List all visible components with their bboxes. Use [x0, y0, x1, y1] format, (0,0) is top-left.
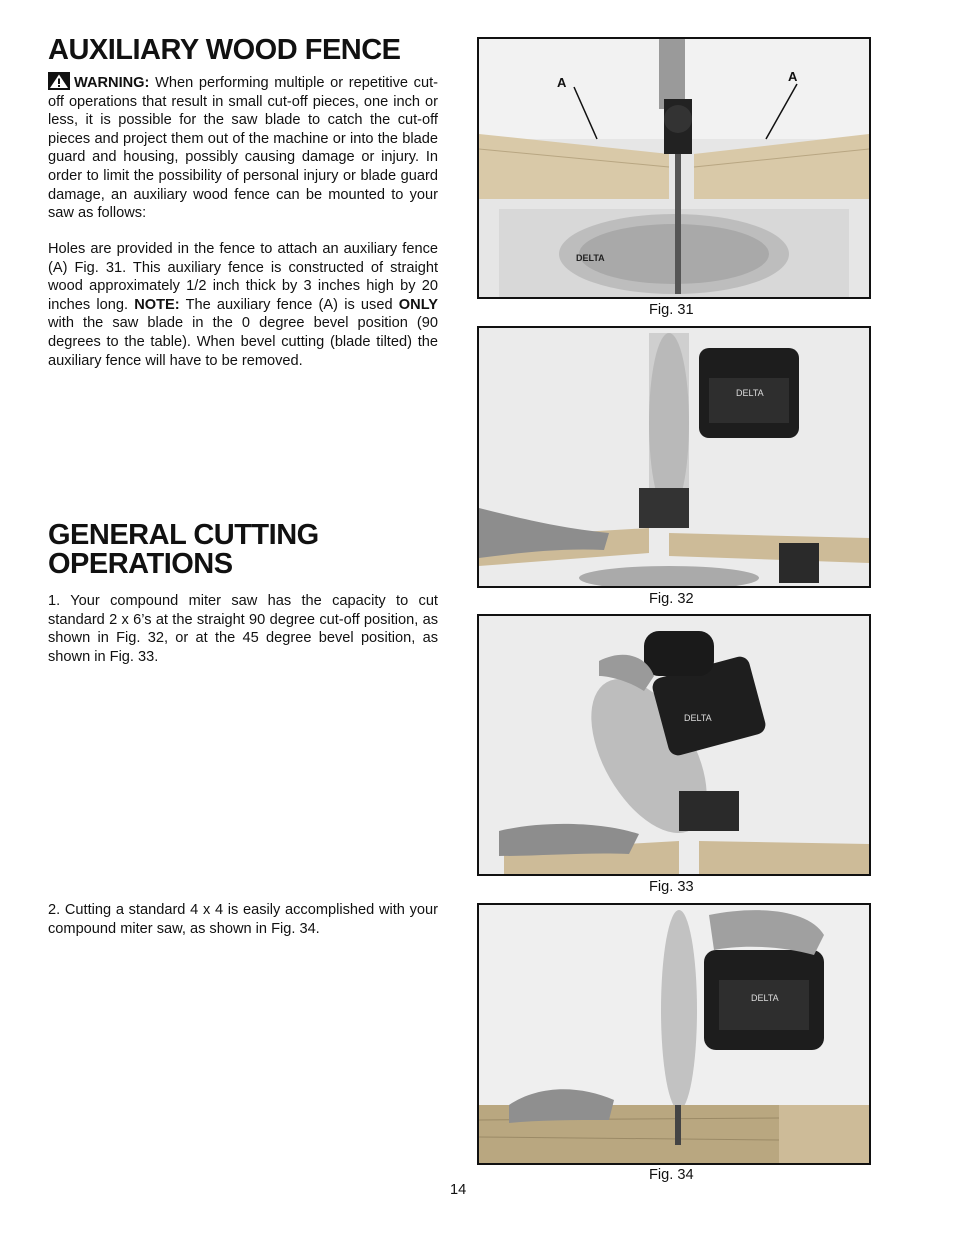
caption-fig-33: Fig. 33: [649, 879, 694, 895]
only-label: ONLY: [398, 296, 438, 313]
warning-text: When performing multiple or repetitive cut-off operations that result in small cut-off pieces, one inch or less, it is possible for the saw blade to catch the cut-off pieces and project them out of the machine or into the blade guard and housing, possibly causing damage or injury. In order to limit the possibility of personal injury or blade guard damage, an auxiliary wood fence can be mounted to your saw as follows:: [48, 75, 438, 222]
brand-logo-fig34: DELTA: [751, 993, 779, 1003]
page-number: 14: [450, 1182, 467, 1198]
list-item-2: 2. Cutting a standard 4 x 4 is easily accomplished with your compound miter saw, as shown in Fig. 34.: [48, 902, 438, 937]
callout-a-right: A: [788, 69, 798, 84]
section-title-auxiliary-wood-fence: AUXILIARY WOOD FENCE: [48, 34, 401, 66]
warning-triangle-icon: [48, 72, 70, 90]
fence-text-c: with the saw blade in the 0 degree bevel position (90 degrees to the table). When bevel cutting (blade tilted) the auxiliary fence will have to be removed.: [48, 315, 438, 369]
warning-paragraph: [48, 72, 438, 223]
fence-text-b: The auxiliary fence (A) is used: [185, 296, 393, 313]
note-label: NOTE:: [134, 296, 180, 313]
figure-31-photo: [477, 37, 871, 299]
figure-34-photo: [477, 903, 871, 1165]
brand-logo-fig32: DELTA: [736, 388, 764, 398]
fence-text-a: Holes are provided in the fence to attach an auxiliary fence (A) Fig. 31. This auxiliary fence is constructed of straight wood approximately 1/2 inch thick by 3 inches high by 20 inches long.: [48, 241, 438, 313]
caption-fig-31: Fig. 31: [649, 302, 694, 318]
section-title-general-cutting-line2: OPERATIONS: [48, 548, 233, 580]
callout-a-left: A: [557, 75, 567, 90]
auxiliary-fence-paragraph: [48, 240, 438, 370]
caption-fig-32: Fig. 32: [649, 591, 694, 607]
figure-33-photo: [477, 614, 871, 876]
caption-fig-34: Fig. 34: [649, 1167, 694, 1183]
list-item-1: 1. Your compound miter saw has the capacity to cut standard 2 x 6’s at the straight 90 degree cut-off position, as shown in Fig. 32, or at the 45 degree bevel position, as shown in Fig. 33.: [48, 593, 438, 665]
section-title-general-cutting-line1: GENERAL CUTTING: [48, 519, 319, 551]
warning-label: WARNING:: [74, 75, 150, 91]
brand-logo-fig31: DELTA: [576, 253, 605, 263]
brand-logo-fig33: DELTA: [684, 713, 712, 723]
figure-32-photo: [477, 326, 871, 588]
